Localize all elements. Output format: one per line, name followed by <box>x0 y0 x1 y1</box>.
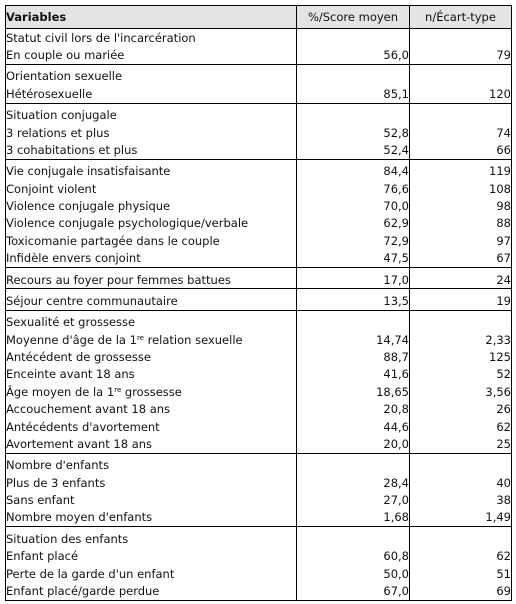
row-label: 3 relations et plus <box>6 124 297 141</box>
section-title: Statut civil lors de l'incarcération <box>6 29 297 47</box>
row-n: 38 <box>410 491 512 508</box>
row-score: 70,0 <box>297 197 410 214</box>
table-row <box>6 582 512 600</box>
row-score: 14,74 <box>297 331 410 348</box>
section-n <box>410 530 512 547</box>
row-n: 25 <box>410 435 512 453</box>
table-row <box>6 197 512 214</box>
header-variables: Variables <box>6 6 297 29</box>
section-score <box>297 314 410 331</box>
table-row <box>6 124 512 141</box>
row-score: 50,0 <box>297 565 410 582</box>
table-row <box>6 180 512 197</box>
row-n: 2,33 <box>410 331 512 348</box>
row-label: Violence conjugale physique <box>6 197 297 214</box>
table-row <box>6 509 512 527</box>
section-title: Nombre d'enfants <box>6 457 297 474</box>
section-title-row <box>6 29 512 47</box>
table-body <box>6 29 512 601</box>
row-n: 98 <box>410 197 512 214</box>
row-n: 3,56 <box>410 383 512 400</box>
table-row <box>6 474 512 491</box>
row-label: Enceinte avant 18 ans <box>6 366 297 383</box>
section-n <box>410 314 512 331</box>
table-row <box>6 547 512 564</box>
section-score <box>297 530 410 547</box>
section-score: 84,4 <box>297 163 410 180</box>
row-n: 62 <box>410 547 512 564</box>
section-n: 119 <box>410 163 512 180</box>
section-n: 19 <box>410 292 512 310</box>
row-label: Hétérosexuelle <box>6 85 297 103</box>
table-row <box>6 366 512 383</box>
table-row <box>6 383 512 400</box>
row-n: 66 <box>410 141 512 159</box>
row-score: 52,8 <box>297 124 410 141</box>
row-label: Antécédents d'avortement <box>6 418 297 435</box>
section-title: Situation des enfants <box>6 530 297 547</box>
table-row <box>6 418 512 435</box>
table-row <box>6 491 512 508</box>
row-score: 67,0 <box>297 582 410 600</box>
row-score: 76,6 <box>297 180 410 197</box>
row-label: Violence conjugale psychologique/verbale <box>6 215 297 232</box>
row-score: 72,9 <box>297 232 410 249</box>
row-n: 88 <box>410 215 512 232</box>
row-n: 67 <box>410 250 512 268</box>
row-label <box>6 383 297 400</box>
header-score: %/Score moyen <box>297 6 410 29</box>
section-n <box>410 68 512 85</box>
row-label: Plus de 3 enfants <box>6 474 297 491</box>
header-row <box>6 6 512 29</box>
row-score: 52,4 <box>297 141 410 159</box>
row-label: Avortement avant 18 ans <box>6 435 297 453</box>
row-n: 51 <box>410 565 512 582</box>
row-label-end: grossesse <box>121 384 182 399</box>
row-label: Enfant placé/garde perdue <box>6 582 297 600</box>
header-ecart: n/Écart-type <box>410 6 512 29</box>
row-score: 44,6 <box>297 418 410 435</box>
row-score: 27,0 <box>297 491 410 508</box>
table-row <box>6 232 512 249</box>
row-n: 74 <box>410 124 512 141</box>
row-label: Enfant placé <box>6 547 297 564</box>
row-score: 18,65 <box>297 383 410 400</box>
row-n: 79 <box>410 46 512 64</box>
row-label: Sans enfant <box>6 491 297 508</box>
table-row <box>6 46 512 64</box>
section-title: Sexualité et grossesse <box>6 314 297 331</box>
section-n <box>410 29 512 47</box>
section-title-row <box>6 530 512 547</box>
row-label: 3 cohabitations et plus <box>6 141 297 159</box>
section-title-row <box>6 457 512 474</box>
row-label: Perte de la garde d'un enfant <box>6 565 297 582</box>
section-title: Vie conjugale insatisfaisante <box>6 163 297 180</box>
row-n: 1,49 <box>410 509 512 527</box>
row-n: 120 <box>410 85 512 103</box>
section-score <box>297 29 410 47</box>
row-n: 62 <box>410 418 512 435</box>
section-title-row <box>6 107 512 124</box>
row-label: En couple ou mariée <box>6 46 297 64</box>
section-score <box>297 457 410 474</box>
row-score: 1,68 <box>297 509 410 527</box>
row-score: 60,8 <box>297 547 410 564</box>
section-score <box>297 68 410 85</box>
row-score: 56,0 <box>297 46 410 64</box>
row-n: 52 <box>410 366 512 383</box>
row-label-end: relation sexuelle <box>143 332 243 347</box>
table-row <box>6 215 512 232</box>
row-score: 20,0 <box>297 435 410 453</box>
section-n: 24 <box>410 271 512 289</box>
row-score: 85,1 <box>297 85 410 103</box>
table-row <box>6 141 512 159</box>
section-title: Séjour centre communautaire <box>6 292 297 310</box>
table-row <box>6 435 512 453</box>
table-row <box>6 331 512 348</box>
row-label: Toxicomanie partagée dans le couple <box>6 232 297 249</box>
row-score: 20,8 <box>297 401 410 418</box>
row-n: 40 <box>410 474 512 491</box>
row-score: 62,9 <box>297 215 410 232</box>
table-row <box>6 85 512 103</box>
row-n: 97 <box>410 232 512 249</box>
row-label-start: Moyenne d'âge de la 1 <box>6 332 137 347</box>
row-label: Antécédent de grossesse <box>6 348 297 365</box>
row-score: 47,5 <box>297 250 410 268</box>
table-row <box>6 348 512 365</box>
section-title-row <box>6 163 512 180</box>
section-title-row <box>6 271 512 289</box>
section-title-row <box>6 314 512 331</box>
section-score: 13,5 <box>297 292 410 310</box>
section-n <box>410 107 512 124</box>
section-score <box>297 107 410 124</box>
row-label: Conjoint violent <box>6 180 297 197</box>
row-n: 125 <box>410 348 512 365</box>
row-n: 26 <box>410 401 512 418</box>
row-label-superscript: re <box>114 385 122 394</box>
section-title: Recours au foyer pour femmes battues <box>6 271 297 289</box>
section-title: Orientation sexuelle <box>6 68 297 85</box>
table-row <box>6 565 512 582</box>
section-n <box>410 457 512 474</box>
row-score: 28,4 <box>297 474 410 491</box>
table-row <box>6 401 512 418</box>
table-row <box>6 250 512 268</box>
section-title-row <box>6 292 512 310</box>
row-label-start: Âge moyen de la 1 <box>6 384 115 399</box>
row-label: Infidèle envers conjoint <box>6 250 297 268</box>
row-label-superscript: re <box>136 333 144 342</box>
section-title-row <box>6 68 512 85</box>
row-score: 88,7 <box>297 348 410 365</box>
section-title: Situation conjugale <box>6 107 297 124</box>
row-label: Nombre moyen d'enfants <box>6 509 297 527</box>
row-n: 69 <box>410 582 512 600</box>
row-label: Accouchement avant 18 ans <box>6 401 297 418</box>
data-table <box>5 5 512 601</box>
row-score: 41,6 <box>297 366 410 383</box>
section-score: 17,0 <box>297 271 410 289</box>
row-label <box>6 331 297 348</box>
row-n: 108 <box>410 180 512 197</box>
